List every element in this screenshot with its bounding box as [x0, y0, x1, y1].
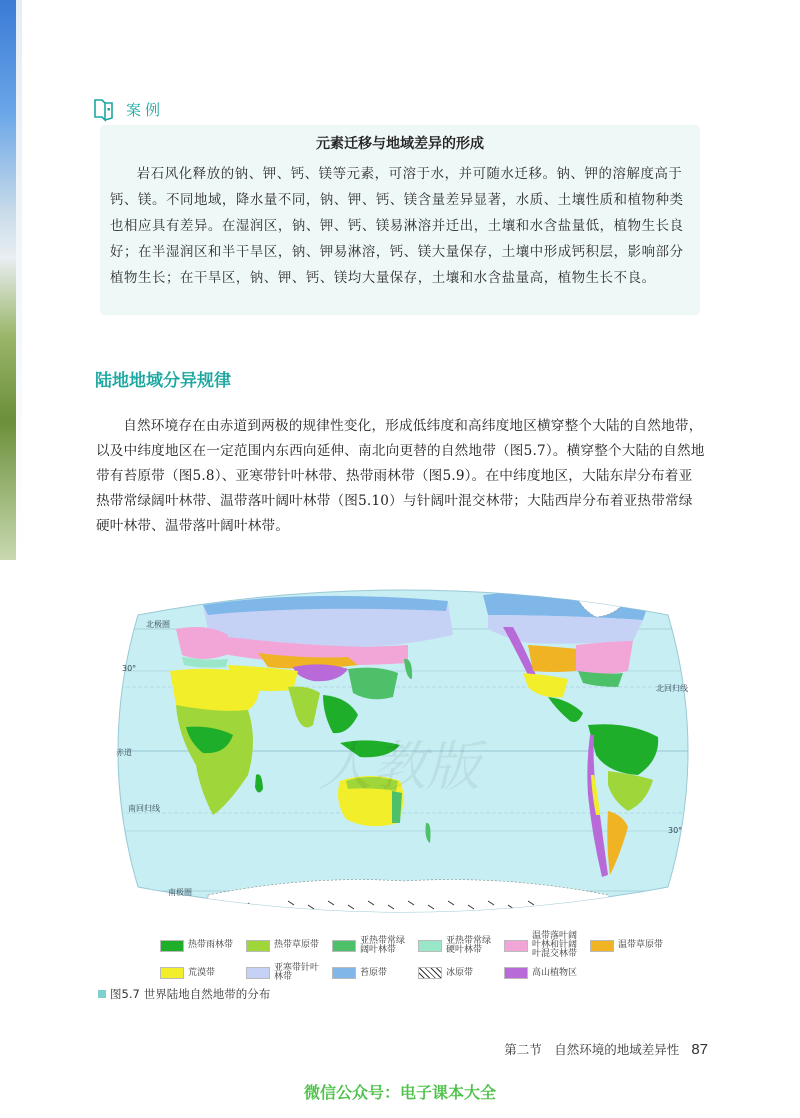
world-map — [108, 575, 698, 927]
legend-item — [332, 964, 412, 982]
label-tropic-south: 南回归线 — [128, 804, 160, 813]
legend-swatch — [246, 967, 270, 979]
legend-item — [160, 932, 240, 959]
figure-caption — [98, 986, 270, 1002]
label-tropic-north: 北回归线 — [656, 684, 688, 693]
bottom-watermark: 微信公众号：电子课本大全 — [303, 1083, 496, 1102]
legend-swatch — [332, 967, 356, 979]
na-east-forest — [576, 641, 633, 674]
legend-swatch — [246, 940, 270, 952]
page-footer — [504, 1040, 708, 1058]
legend-label: 热带草原带 — [274, 940, 320, 950]
legend-label: 亚热带常绿硬叶林带 — [446, 935, 492, 955]
europe — [176, 627, 228, 659]
legend-swatch — [160, 967, 184, 979]
legend-label: 亚热带常绿阔叶林带 — [360, 935, 406, 955]
legend-item — [332, 932, 412, 959]
legend-item — [160, 964, 240, 982]
case-header — [92, 96, 164, 122]
label-equator: 赤道 — [116, 748, 132, 757]
legend-row — [160, 964, 700, 982]
section-title: 陆地地域分异规律 — [95, 371, 231, 391]
edge-photo — [0, 0, 16, 560]
legend-label: 荒漠带 — [188, 967, 216, 978]
page-number: 87 — [691, 1041, 708, 1058]
case-label: 案例 — [126, 100, 165, 119]
label-antarctic-circle: 南极圈 — [168, 888, 192, 897]
legend-label: 温带草原带 — [618, 940, 664, 950]
legend-row — [160, 932, 700, 959]
figure-number: 图5.7 — [110, 987, 140, 1001]
book-icon — [92, 96, 118, 122]
legend-swatch — [418, 967, 442, 979]
legend-swatch — [332, 940, 356, 952]
legend-label: 亚寒带针叶林带 — [274, 963, 320, 982]
legend-item — [246, 964, 326, 982]
figure-title: 世界陆地自然地带的分布 — [143, 987, 271, 1001]
edge-photo-shadow — [16, 0, 22, 560]
map-watermark: 人教版 — [318, 735, 480, 798]
na-steppe — [528, 645, 578, 672]
legend-item — [418, 932, 498, 959]
label-30n-west: 30° — [122, 664, 137, 673]
label-30s-east: 30° — [668, 826, 683, 835]
footer-section: 第二节 自然环境的地域差异性 — [504, 1042, 680, 1057]
case-text: 岩石风化释放的钠、钾、钙、镁等元素，可溶于水，并可随水迁移。钠、钾的溶解度高于钙、镁。不同地域，降水量不同，钠、钾、钙、镁含量差异显著，水质、土壤性质和植物种类也相应具有差异。在湿润区，钠、钾、钙、镁易淋溶并迁出，土壤和水含盐量低，植物生长良好；在半湿润区和半干旱区，钠、钾易淋溶，钙、镁大量保存，土壤中形成钙积层，影响部分植物生长；在干旱区，钠、钾、钙、镁均大量保存，土壤和水含盐量高，植物生长不良。 — [110, 167, 684, 286]
legend-label: 苔原带 — [360, 967, 388, 978]
legend-swatch — [160, 940, 184, 952]
legend-swatch — [504, 967, 528, 979]
legend-label: 冰原带 — [446, 967, 474, 978]
legend-item — [504, 964, 584, 982]
legend-item — [590, 932, 670, 959]
map-legend — [160, 932, 700, 987]
legend-label: 热带雨林带 — [188, 940, 234, 950]
body-paragraph: 自然环境存在由赤道到两极的规律性变化，形成低纬度和高纬度地区横穿整个大陆的自然地带，以及中纬度地区在一定范围内东西向延伸、南北向更替的自然地带（图5.7）。横穿整个大陆的自然地带有苔原带（图5.8）、亚寒带针叶林带、热带雨林带（图5.9）。在中纬度地区，大陆东岸分布着亚热带常绿阔叶林带、温带落叶阔叶林带（图5.10）与针阔叶混交林带；大陆西岸分布着亚热带常绿硬叶林带、温带落叶阔叶林带。 — [96, 418, 705, 534]
africa-sahara — [170, 669, 259, 712]
legend-label: 温带落叶阔叶林和针阔叶混交林带 — [532, 931, 578, 959]
caption-marker — [98, 990, 106, 998]
legend-swatch — [504, 940, 528, 952]
legend-item — [504, 932, 584, 959]
legend-swatch — [590, 940, 614, 952]
legend-swatch — [418, 940, 442, 952]
legend-item — [418, 964, 498, 982]
label-arctic-circle: 北极圈 — [146, 620, 170, 629]
case-title: 元素迁移与地域差异的形成 — [316, 136, 484, 152]
map-svg — [108, 575, 698, 927]
legend-label: 高山植物区 — [532, 967, 578, 978]
antarctica — [208, 880, 608, 927]
legend-item — [246, 932, 326, 959]
